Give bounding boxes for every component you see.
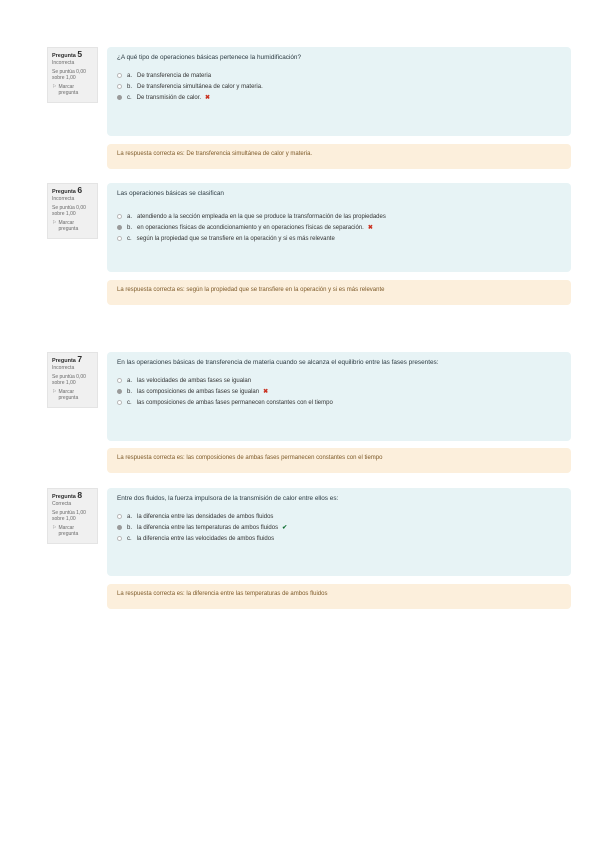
- radio-button[interactable]: [117, 389, 122, 394]
- flag-question-link[interactable]: ⚐ Marcar pregunta: [52, 524, 79, 538]
- question-text: En las operaciones básicas de transferencia de materia cuando se alcanza el equilibrio entre las fases presentes:: [117, 359, 439, 366]
- answer-option-a[interactable]: a. la diferencia entre las densidades de ambos fluidos: [117, 511, 561, 522]
- question-state: Incorrecta: [52, 60, 75, 67]
- question-number: Pregunta 6: [52, 185, 83, 195]
- correct-icon: ✔: [282, 525, 288, 531]
- question-grade: Se puntúa 0,00 sobre 1,00: [52, 204, 86, 218]
- flag-icon: ⚐: [52, 83, 57, 90]
- answer-option-c[interactable]: c. según la propiedad que se transfiere en la operación y si es más relevante: [117, 233, 561, 244]
- right-answer-feedback: La respuesta correcta es: según la propiedad que se transfiere en la operación y si es más relevante: [107, 280, 571, 305]
- question-text: Entre dos fluidos, la fuerza impulsora de la transmisión de calor entre ellos es:: [117, 495, 339, 502]
- radio-button[interactable]: [117, 525, 122, 530]
- answer-option-b[interactable]: b. en operaciones físicas de acondicionamiento y en operaciones físicas de separación. ✖: [117, 222, 561, 233]
- question-state: Correcta: [52, 501, 72, 508]
- question-number: Pregunta 8: [52, 490, 83, 500]
- question-state: Incorrecta: [52, 196, 75, 203]
- radio-button[interactable]: [117, 214, 122, 219]
- question-info: [47, 47, 98, 103]
- answer-option-c[interactable]: c. De transmisión de calor. ✖: [117, 92, 561, 103]
- radio-button[interactable]: [117, 378, 122, 383]
- radio-button[interactable]: [117, 514, 122, 519]
- question-state: Incorrecta: [52, 365, 75, 372]
- question-info: [47, 183, 98, 239]
- radio-button[interactable]: [117, 536, 122, 541]
- flag-question-link[interactable]: ⚐ Marcar pregunta: [52, 388, 79, 402]
- answer-option-a[interactable]: a. De transferencia de materia: [117, 70, 561, 81]
- question-grade: Se puntúa 0,00 sobre 1,00: [52, 68, 86, 82]
- answer-option-b[interactable]: b. las composiciones de ambas fases se igualan ✖: [117, 386, 561, 397]
- radio-button[interactable]: [117, 84, 122, 89]
- radio-button[interactable]: [117, 225, 122, 230]
- question-info: [47, 488, 98, 544]
- right-answer-feedback: La respuesta correcta es: las composiciones de ambas fases permanecen constantes con el tiempo: [107, 448, 571, 473]
- question-text: ¿A qué tipo de operaciones básicas pertenece la humidificación?: [117, 54, 302, 61]
- answer-option-c[interactable]: c. las composiciones de ambas fases permanecen constantes con el tiempo: [117, 397, 561, 408]
- right-answer-feedback: La respuesta correcta es: De transferencia simultánea de calor y materia.: [107, 144, 571, 169]
- right-answer-feedback: La respuesta correcta es: la diferencia entre las temperaturas de ambos fluidos: [107, 584, 571, 609]
- answer-option-a[interactable]: a. las velocidades de ambas fases se igualan: [117, 375, 561, 386]
- answer-option-b[interactable]: b. De transferencia simultánea de calor y materia.: [117, 81, 561, 92]
- question-text: Las operaciones básicas se clasifican: [117, 190, 224, 197]
- question-number: Pregunta 5: [52, 49, 83, 59]
- answer-option-c[interactable]: c. la diferencia entre las velocidades de ambos fluidos: [117, 533, 561, 544]
- incorrect-icon: ✖: [205, 95, 211, 101]
- flag-icon: ⚐: [52, 388, 57, 395]
- flag-question-link[interactable]: ⚐ Marcar pregunta: [52, 219, 79, 233]
- question-formulation: [107, 183, 571, 272]
- question-info: [47, 352, 98, 408]
- flag-question-link[interactable]: ⚐ Marcar pregunta: [52, 83, 79, 97]
- question-formulation: [107, 488, 571, 576]
- question-number: Pregunta 7: [52, 354, 83, 364]
- answer-option-a[interactable]: a. atendiendo a la sección empleada en la que se produce la transformación de las propiedades: [117, 211, 561, 222]
- radio-button[interactable]: [117, 400, 122, 405]
- incorrect-icon: ✖: [367, 225, 373, 231]
- radio-button[interactable]: [117, 73, 122, 78]
- flag-icon: ⚐: [52, 219, 57, 226]
- question-grade: Se puntúa 0,00 sobre 1,00: [52, 373, 86, 387]
- flag-icon: ⚐: [52, 524, 57, 531]
- question-formulation: [107, 352, 571, 441]
- question-formulation: [107, 47, 571, 136]
- radio-button[interactable]: [117, 236, 122, 241]
- radio-button[interactable]: [117, 95, 122, 100]
- incorrect-icon: ✖: [263, 389, 269, 395]
- question-grade: Se puntúa 1,00 sobre 1,00: [52, 509, 86, 523]
- answer-option-b[interactable]: b. la diferencia entre las temperaturas de ambos fluidos ✔: [117, 522, 561, 533]
